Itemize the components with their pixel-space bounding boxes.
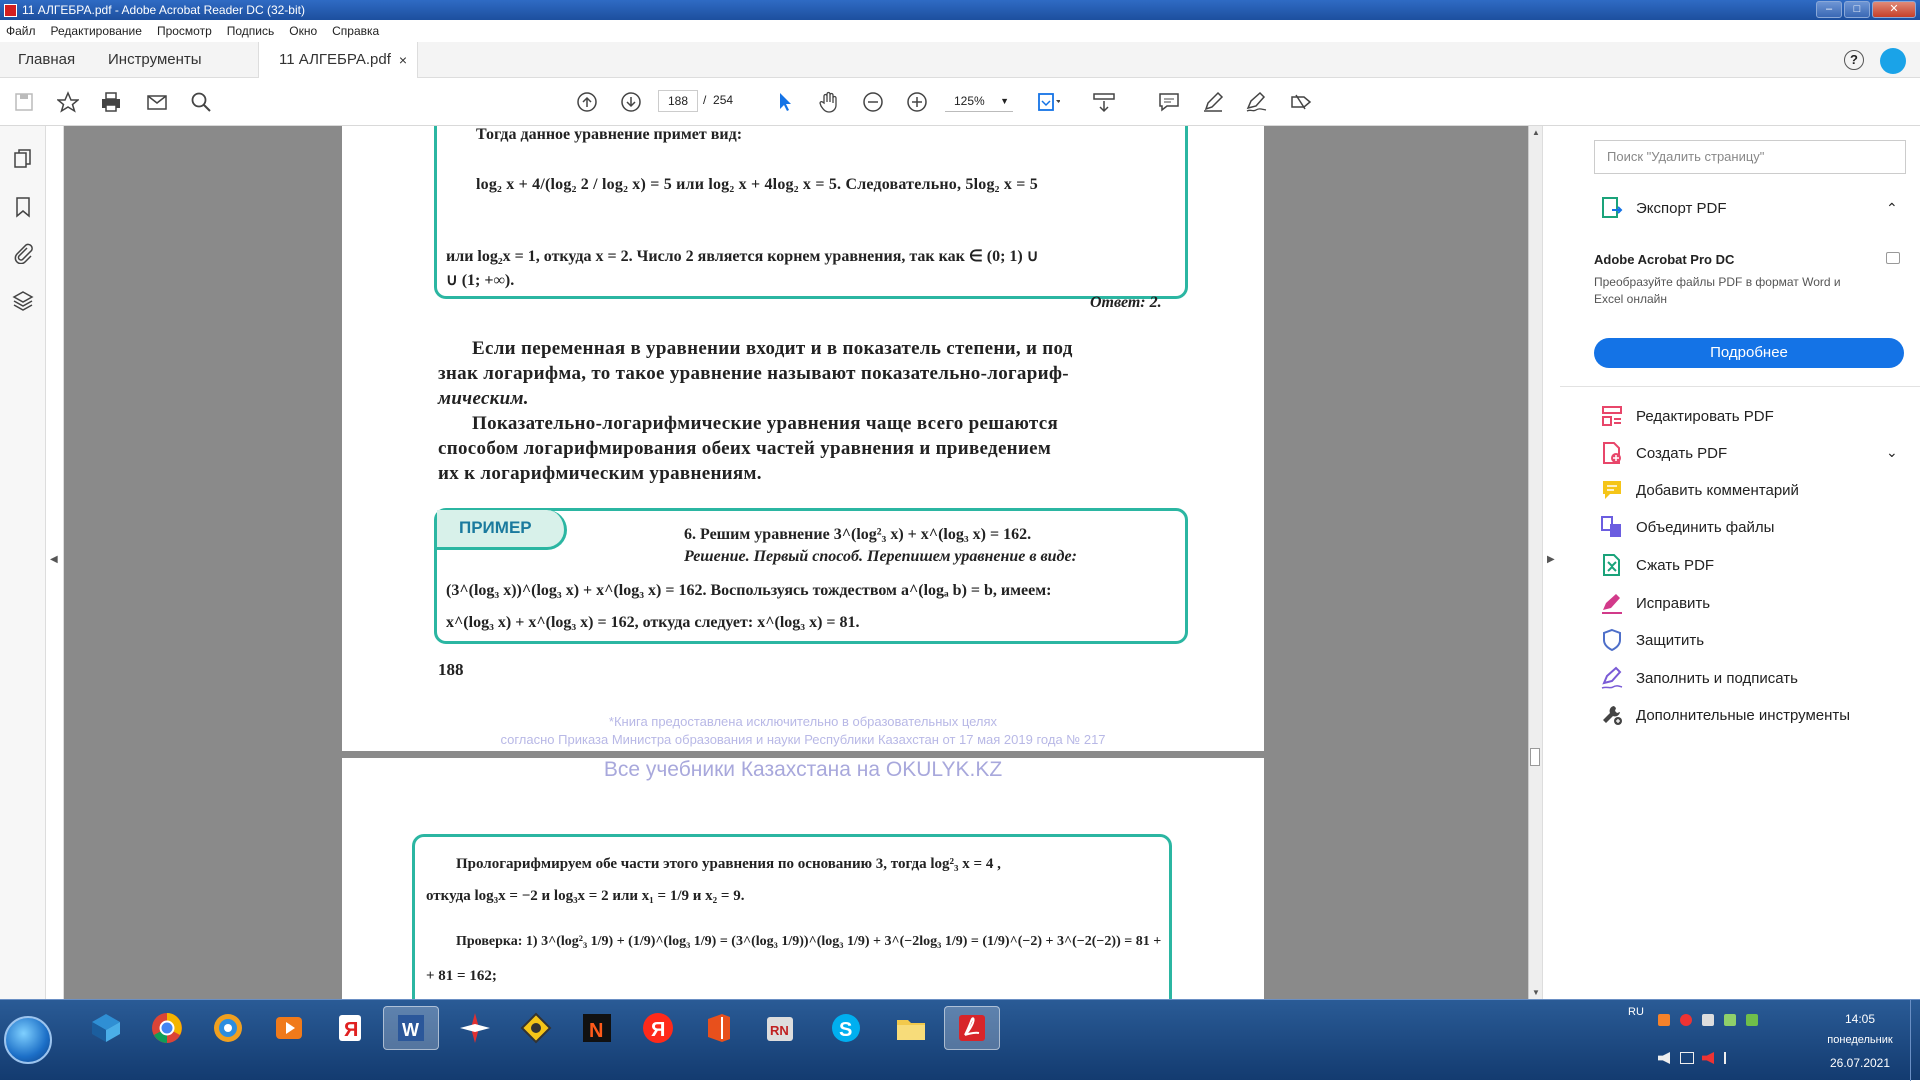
footer-disclaimer-2: согласно Приказа Министра образования и науки Республики Казахстан от 17 мая 2019 года № 217 bbox=[500, 732, 1106, 747]
previous-page-icon[interactable] bbox=[575, 90, 599, 114]
watermark: Все учебники Казахстана на OKULYK.KZ bbox=[603, 758, 1003, 781]
tray-network-icon[interactable] bbox=[1702, 1014, 1714, 1026]
box1-intro: Тогда данное уравнение примет вид: bbox=[476, 126, 743, 143]
clock-time[interactable]: 14:05 bbox=[1844, 1012, 1876, 1026]
window-title: 11 АЛГЕБРА.pdf - Adobe Acrobat Reader DC (32-bit) bbox=[22, 3, 305, 17]
chevron-down-icon[interactable]: ⌄ bbox=[1886, 444, 1898, 460]
tab-bar bbox=[0, 42, 1920, 78]
example-statement: 6. Решим уравнение 3^(log²₃ x) + x^(log₃ x) = 162. bbox=[684, 526, 1032, 543]
fill-sign-icon bbox=[1600, 666, 1624, 690]
fit-page-icon[interactable] bbox=[1036, 90, 1060, 114]
select-cursor-icon[interactable] bbox=[773, 90, 797, 114]
scroll-down-icon[interactable]: ▼ bbox=[1532, 988, 1540, 997]
taskbar-app-virtualbox-icon[interactable] bbox=[78, 1006, 134, 1050]
comment-tool-icon bbox=[1600, 478, 1624, 502]
language-indicator[interactable]: RU bbox=[1628, 1006, 1644, 1018]
tool-label: Сжать PDF bbox=[1636, 556, 1715, 574]
page2-line3: Проверка: 1) 3^(log²₃ 1/9) + (1/9)^(log₃ 1/9) = (3^(log₃ 1/9))^(log₃ 1/9) + 3^(−2log₃ 1/9) = (1/9)^(−2) + 3^(−2(−2)) = 81 + bbox=[456, 934, 1162, 949]
bookmark-icon[interactable] bbox=[12, 196, 34, 218]
tab-document-label: 11 АЛГЕБРА.pdf bbox=[279, 51, 391, 68]
left-panel-toggle[interactable] bbox=[46, 126, 64, 999]
page-separator: / bbox=[703, 93, 707, 107]
tray-yandex-icon[interactable] bbox=[1680, 1014, 1692, 1026]
pages-thumbnails-icon[interactable] bbox=[12, 148, 34, 170]
tray-security-icon[interactable] bbox=[1746, 1014, 1758, 1026]
solution-box bbox=[434, 126, 1188, 299]
main-toolbar bbox=[0, 78, 1920, 126]
tab-tools[interactable]: Инструменты bbox=[108, 51, 202, 68]
edit-pdf-icon bbox=[1600, 404, 1624, 428]
action-center-flag-icon[interactable] bbox=[1724, 1052, 1736, 1064]
pdf-page-189 bbox=[342, 758, 1264, 999]
para2-line3: их к логарифмическим уравнениям. bbox=[438, 463, 762, 484]
tool-label: Объединить файлы bbox=[1636, 518, 1775, 536]
muted-speaker-icon[interactable] bbox=[1702, 1052, 1714, 1064]
tab-close-button[interactable]: × bbox=[398, 52, 407, 68]
taskbar-app-office-icon[interactable] bbox=[691, 1006, 747, 1050]
tab-document[interactable] bbox=[258, 42, 418, 79]
taskbar-app-browser-icon[interactable] bbox=[200, 1006, 256, 1050]
taskbar-app-explorer-icon[interactable] bbox=[883, 1006, 939, 1050]
pro-title: Adobe Acrobat Pro DC bbox=[1594, 252, 1735, 267]
box1-interval: ∪ (1; +∞). bbox=[446, 272, 515, 289]
combine-files-icon bbox=[1600, 515, 1624, 539]
menu-sign[interactable]: Подпись bbox=[226, 24, 275, 38]
volume-icon[interactable] bbox=[1658, 1052, 1670, 1064]
tool-label: Заполнить и подписать bbox=[1636, 669, 1798, 687]
tray-app-icon[interactable] bbox=[1658, 1014, 1670, 1026]
comment-icon[interactable] bbox=[1157, 90, 1181, 114]
page2-line4: + 81 = 162; bbox=[426, 968, 497, 984]
para1-line1: Если переменная в уравнении входит и в показатель степени, и под bbox=[472, 338, 1073, 359]
taskbar-app-word-icon[interactable] bbox=[383, 1006, 439, 1050]
highlight-pen-icon[interactable] bbox=[1201, 90, 1225, 114]
sign-icon[interactable] bbox=[1245, 90, 1269, 114]
window-titlebar bbox=[0, 0, 1920, 20]
wrench-icon bbox=[1600, 703, 1624, 727]
chevron-up-icon[interactable]: ⌃ bbox=[1886, 200, 1898, 216]
export-pdf-label: Экспорт PDF bbox=[1636, 199, 1727, 217]
shield-icon bbox=[1600, 628, 1624, 652]
tool-edit-pdf[interactable] bbox=[1600, 404, 1774, 428]
close-window-button[interactable]: ✕ bbox=[1872, 1, 1916, 18]
menu-file[interactable]: Файл bbox=[6, 24, 36, 38]
help-icon[interactable]: ? bbox=[1844, 50, 1864, 70]
example-solution-intro: Решение. Первый способ. Перепишем уравнение в виде: bbox=[684, 548, 1077, 565]
box1-equation: log₂ x + 4/(log₂ 2 / log₂ x) = 5 или log₂ x + 4log₂ x = 5. Следовательно, 5log₂ x = 5 bbox=[476, 176, 1038, 193]
taskbar-app-rn-icon[interactable] bbox=[752, 1006, 808, 1050]
page-total-value: 254 bbox=[713, 93, 734, 107]
page-number-input[interactable]: 188 bbox=[658, 90, 698, 112]
svg-text:RN: RN bbox=[770, 1023, 789, 1038]
hand-tool-icon[interactable] bbox=[817, 90, 841, 114]
tool-fill-sign[interactable] bbox=[1600, 666, 1798, 690]
tool-label: Добавить комментарий bbox=[1636, 481, 1799, 499]
menu-window[interactable]: Окно bbox=[289, 24, 318, 38]
menu-help[interactable]: Справка bbox=[332, 24, 380, 38]
chevron-left-icon: ◀ bbox=[50, 554, 58, 565]
svg-text:N: N bbox=[589, 1020, 604, 1042]
para2-line2: способом логарифмирования обеих частей уравнения и приведением bbox=[438, 438, 1052, 459]
tool-combine-files[interactable] bbox=[1600, 515, 1774, 539]
tray-update-icon[interactable] bbox=[1724, 1014, 1736, 1026]
system-tray bbox=[1610, 1000, 1920, 1081]
compress-pdf-icon bbox=[1600, 553, 1624, 577]
left-navigation-rail bbox=[0, 126, 46, 999]
taskbar-app-yandex-browser-icon[interactable] bbox=[630, 1006, 686, 1050]
page-number-label: 188 bbox=[438, 660, 464, 679]
copy-icon[interactable] bbox=[1886, 252, 1900, 264]
tool-label: Создать PDF bbox=[1636, 444, 1728, 462]
svg-text:W: W bbox=[402, 1020, 419, 1040]
example-badge: ПРИМЕР bbox=[437, 510, 567, 550]
scroll-up-icon[interactable]: ▲ bbox=[1532, 128, 1540, 137]
svg-text:S: S bbox=[839, 1019, 853, 1041]
right-panel-toggle[interactable] bbox=[1542, 126, 1560, 999]
taskbar-app-acrobat-icon[interactable] bbox=[944, 1006, 1000, 1050]
para1-line3: мическим. bbox=[438, 388, 529, 409]
footer-disclaimer-1: *Книга предоставлена исключительно в образовательных целях bbox=[608, 714, 998, 729]
show-desktop-button[interactable] bbox=[1910, 1000, 1920, 1081]
pdf-page-188 bbox=[342, 126, 1264, 751]
page2-line1: Прологарифмируем обе части этого уравнения по основанию 3, тогда log²₃ x = 4 , bbox=[456, 856, 1001, 872]
para2-line1: Показательно-логарифмические уравнения чаще всего решаются bbox=[472, 413, 1059, 434]
box1-answer: Ответ: 2. bbox=[1090, 294, 1162, 311]
chevron-down-icon: ▼ bbox=[1000, 96, 1009, 106]
tool-label: Дополнительные инструменты bbox=[1636, 706, 1851, 724]
svg-text:Я: Я bbox=[651, 1019, 666, 1041]
tool-protect[interactable] bbox=[1600, 628, 1704, 652]
minimize-button[interactable]: – bbox=[1816, 1, 1842, 18]
next-page-icon[interactable] bbox=[619, 90, 643, 114]
search-icon[interactable] bbox=[189, 90, 213, 114]
taskbar-app-compass-icon[interactable] bbox=[447, 1006, 503, 1050]
bookmark-star-icon[interactable] bbox=[56, 90, 80, 114]
fix-pen-icon bbox=[1600, 591, 1624, 615]
taskbar-app-n-icon[interactable] bbox=[569, 1006, 625, 1050]
start-button[interactable] bbox=[4, 1016, 52, 1064]
zoom-value: 125% bbox=[954, 94, 985, 108]
chevron-right-icon: ▶ bbox=[1547, 554, 1555, 565]
taskbar-app-skype-icon[interactable] bbox=[818, 1006, 874, 1050]
scroll-thumb[interactable] bbox=[1530, 748, 1540, 766]
tool-label: Исправить bbox=[1636, 594, 1711, 612]
zoom-out-icon[interactable] bbox=[861, 90, 885, 114]
maximize-button[interactable]: □ bbox=[1844, 1, 1870, 18]
page2-line2: откуда log₃x = −2 и log₃x = 2 или x₁ = 1/9 и x₂ = 9. bbox=[426, 888, 745, 904]
print-icon[interactable] bbox=[99, 90, 123, 114]
zoom-level-dropdown[interactable] bbox=[945, 90, 1013, 112]
example-result: x^(log₃ x) + x^(log₃ x) = 162, откуда следует: x^(log₃ x) = 81. bbox=[446, 614, 860, 631]
zoom-in-icon[interactable] bbox=[905, 90, 929, 114]
export-pdf-tool[interactable] bbox=[1600, 196, 1727, 220]
tool-add-comment[interactable] bbox=[1600, 478, 1799, 502]
taskbar-app-yandex-icon[interactable] bbox=[322, 1006, 378, 1050]
taskbar-app-yellow-gem-icon[interactable] bbox=[508, 1006, 564, 1050]
example-rewrite: (3^(log₃ x))^(log₃ x) + x^(log₃ x) = 162. Воспользуясь тождеством a^(logₐ b) = b, имеем: bbox=[446, 582, 1052, 599]
menu-view[interactable]: Просмотр bbox=[156, 24, 212, 38]
tools-pane bbox=[1560, 126, 1920, 999]
tool-fix[interactable] bbox=[1600, 591, 1710, 615]
share-tag-icon[interactable] bbox=[1289, 90, 1313, 114]
save-icon[interactable] bbox=[12, 90, 36, 114]
menu-edit[interactable]: Редактирование bbox=[50, 24, 142, 38]
vertical-scrollbar[interactable] bbox=[1528, 126, 1542, 999]
email-icon[interactable] bbox=[145, 90, 169, 114]
display-icon[interactable] bbox=[1680, 1052, 1694, 1064]
page-total bbox=[703, 93, 733, 107]
box1-conclusion: или log₂x = 1, откуда x = 2. Число 2 является корнем уравнения, так как ∈ (0; 1) ∪ bbox=[446, 248, 1039, 265]
tool-create-pdf[interactable] bbox=[1600, 441, 1727, 465]
tool-label: Защитить bbox=[1636, 631, 1705, 649]
export-pdf-icon bbox=[1600, 196, 1624, 220]
svg-text:Я: Я bbox=[344, 1019, 359, 1041]
pro-description: Преобразуйте файлы PDF в формат Word и Excel онлайн bbox=[1594, 275, 1841, 306]
taskbar-app-chrome-icon[interactable] bbox=[139, 1006, 195, 1050]
menu-bar bbox=[0, 20, 1920, 42]
taskbar-app-media-player-icon[interactable] bbox=[261, 1006, 317, 1050]
clock-day[interactable]: понедельник bbox=[1827, 1034, 1893, 1046]
scroll-mode-icon[interactable] bbox=[1092, 90, 1116, 114]
document-viewer[interactable] bbox=[64, 126, 1542, 999]
para1-line2: знак логарифма, то такое уравнение называют показательно-логариф- bbox=[438, 363, 1069, 384]
acrobat-app-icon bbox=[4, 4, 17, 17]
divider bbox=[1560, 386, 1920, 387]
create-pdf-icon bbox=[1600, 441, 1624, 465]
layers-icon[interactable] bbox=[12, 290, 34, 312]
attachment-icon[interactable] bbox=[12, 242, 34, 264]
tab-home[interactable]: Главная bbox=[18, 51, 76, 68]
tools-search-input[interactable]: Поиск "Удалить страницу" bbox=[1594, 140, 1906, 174]
clock-date[interactable]: 26.07.2021 bbox=[1829, 1056, 1891, 1070]
tool-label: Редактировать PDF bbox=[1636, 407, 1774, 425]
more-info-button[interactable]: Подробнее bbox=[1594, 338, 1904, 368]
windows-taskbar bbox=[0, 999, 1920, 1080]
tool-compress-pdf[interactable] bbox=[1600, 553, 1714, 577]
tool-more-tools[interactable] bbox=[1600, 703, 1850, 727]
account-avatar[interactable] bbox=[1880, 48, 1906, 74]
